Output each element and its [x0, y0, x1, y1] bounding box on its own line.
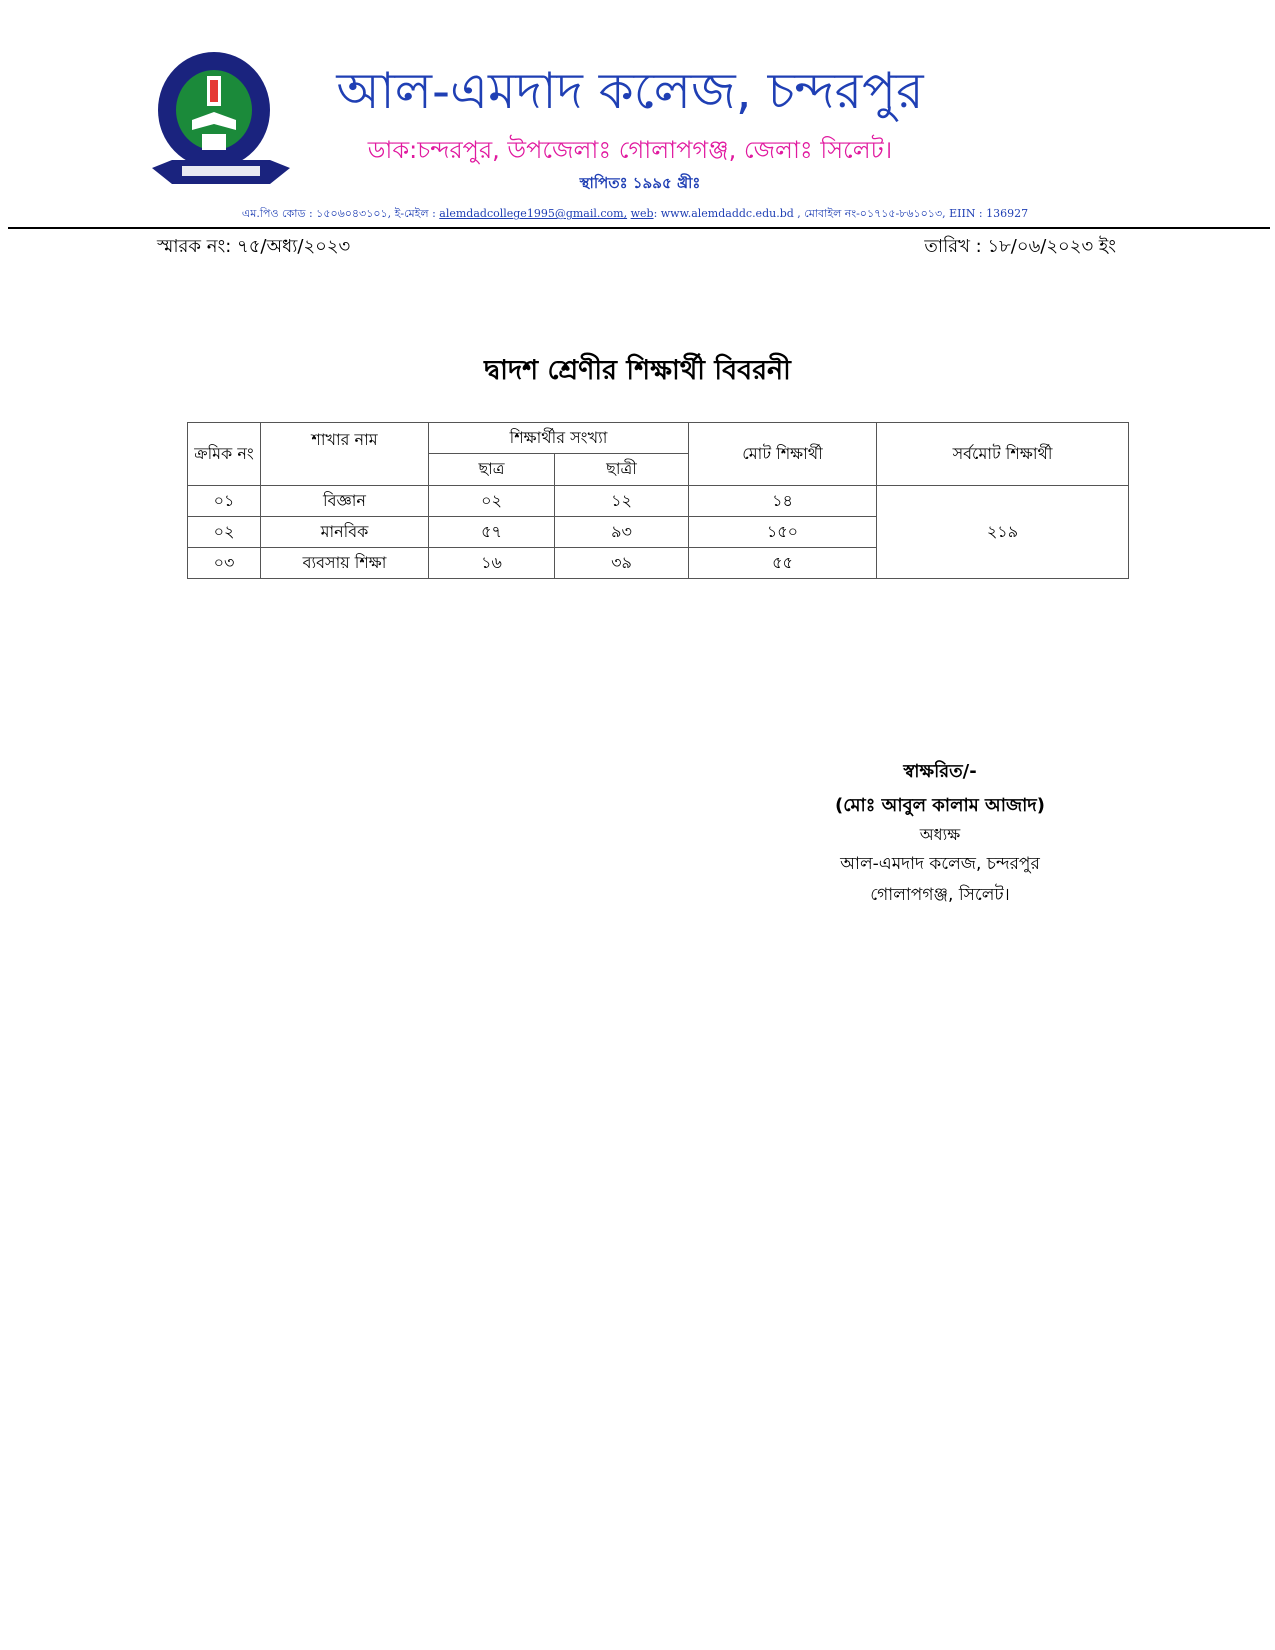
cell-grand-total: ২১৯ — [877, 486, 1129, 579]
document-date: তারিখ : ১৮/০৬/২০২৩ ইং — [924, 236, 1116, 257]
cell-branch: মানবিক — [261, 517, 429, 548]
document-title: দ্বাদশ শ্রেণীর শিক্ষার্থী বিবরনী — [484, 355, 791, 386]
college-logo — [152, 48, 290, 198]
email-label: ই-মেইল : — [394, 207, 436, 220]
header-grand-total: সর্বমোট শিক্ষার্থী — [877, 423, 1129, 486]
cell-boys: ০২ — [429, 486, 555, 517]
cell-serial: ০৩ — [188, 548, 261, 579]
college-name: আল-এমদাদ কলেজ, চন্দরপুর — [336, 62, 924, 120]
web-label: web — [630, 207, 654, 220]
signatory-institution: আল-এমদাদ কলেজ, চন্দরপুর — [840, 854, 1040, 874]
header-branch: শাখার নাম — [261, 423, 429, 486]
cell-boys: ৫৭ — [429, 517, 555, 548]
header-student-count: শিক্ষার্থীর সংখ্যা — [429, 423, 689, 454]
header-boys: ছাত্র — [429, 454, 555, 486]
signatory-location: গোলাপগঞ্জ, সিলেট। — [870, 885, 1010, 905]
cell-branch: ব্যবসায় শিক্ষা — [261, 548, 429, 579]
header-girls: ছাত্রী — [555, 454, 689, 486]
eiin-number: EIIN : 136927 — [949, 207, 1029, 220]
college-address: ডাক:চন্দরপুর, উপজেলাঃ গোলাপগঞ্জ, জেলাঃ সিলেট। — [367, 136, 893, 164]
table-row — [188, 486, 1129, 517]
student-statistics-table — [187, 422, 1129, 579]
cell-serial: ০১ — [188, 486, 261, 517]
memo-number: স্মারক নং: ৭৫/অধ্য/২০২৩ — [157, 236, 351, 257]
signatory-name: (মোঃ আবুল কালাম আজাদ) — [834, 795, 1045, 816]
mpo-code: এম.পিও কোড : ১৫০৬০৪৩১০১, — [241, 207, 392, 220]
mobile-number: মোবাইল নং-০১৭১৫-৮৬১০১৩, — [804, 207, 946, 220]
cell-branch: বিজ্ঞান — [261, 486, 429, 517]
cell-serial: ০২ — [188, 517, 261, 548]
established-year: স্থাপিতঃ ১৯৯৫ খ্রীঃ — [579, 174, 701, 192]
signed-mark: স্বাক্ষরিত/- — [903, 761, 977, 782]
signatory-designation: অধ্যক্ষ — [919, 825, 961, 844]
contact-line — [170, 205, 1100, 224]
email-link[interactable]: alemdadcollege1995@gmail.com, — [439, 207, 628, 220]
cell-total: ১৫০ — [689, 517, 877, 548]
cell-girls: ১২ — [555, 486, 689, 517]
web-address[interactable]: : www.alemdaddc.edu.bd , — [653, 207, 801, 220]
cell-boys: ১৬ — [429, 548, 555, 579]
cell-girls: ৩৯ — [555, 548, 689, 579]
cell-total: ৫৫ — [689, 548, 877, 579]
header-serial: ক্রমিক নং — [188, 423, 261, 486]
header-divider — [8, 227, 1270, 229]
header-total: মোট শিক্ষার্থী — [689, 423, 877, 486]
cell-girls: ৯৩ — [555, 517, 689, 548]
cell-total: ১৪ — [689, 486, 877, 517]
